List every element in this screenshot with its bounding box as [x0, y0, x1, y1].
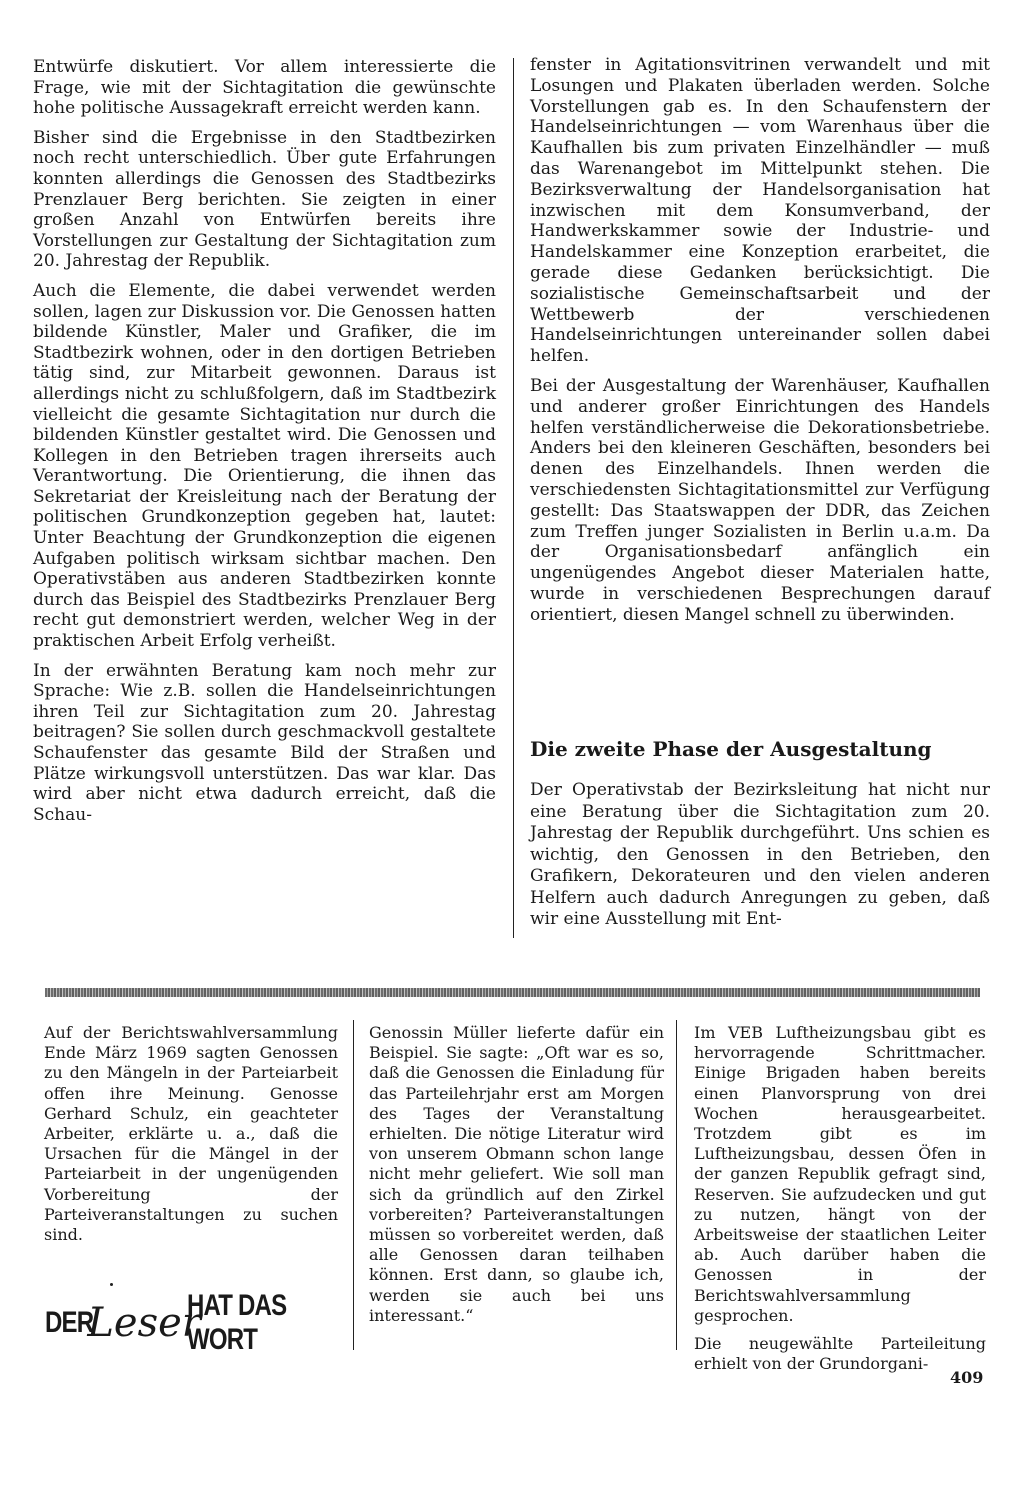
article-column-left	[33, 57, 496, 834]
logo-text-leser: Leser	[87, 1300, 201, 1346]
reader-column-2	[369, 1023, 664, 1334]
leser-hat-das-wort-logo	[45, 1289, 340, 1356]
article-column-right	[530, 55, 990, 635]
column-divider	[353, 1020, 354, 1350]
paragraph: Auf der Berichtswahlversammlung Ende März 1969 sagten Genossen zu den Mängeln in der Parteiarbeit offen ihre Meinung. Genosse Gerhard Schulz, ein geachteter Arbeiter, erklärte u. a., daß die Ursachen für die Mängel in der Parteiarbeit in der ungenügenden Vorbereitung der Parteiveranstaltungen zu suchen sind.	[44, 1023, 338, 1245]
reader-column-1	[44, 1023, 338, 1253]
reader-column-3	[694, 1023, 986, 1382]
paragraph: Auch die Elemente, die dabei verwendet werden sollen, lagen zur Diskussion vor. Die Genossen hatten bildende Künstler, Maler und Grafiker, die im Stadtbezirk wohnen, oder in den dortigen Betrieben tätig sind, zur Mitarbeit gewonnen. Daraus ist allerdings nicht zu schlußfolgern, daß im Stadtbezirk vielleicht die gesamte Sichtagitation nur durch die bildenden Künstler gestaltet wird. Die Genossen und Kollegen in den Betrieben tragen ihrerseits auch Verantwortung. Die Orientierung, die ihnen das Sekretariat der Kreisleitung nach der Beratung der politischen Grundkonzeption gegeben hat, lautet: Unter Beachtung der Grundkonzeption die eigenen Aufgaben politisch wirksam sichtbar machen. Den Operativstäben aus anderen Stadtbezirken konnte durch das Beispiel des Stadtbezirks Prenzlauer Berg recht gut demonstriert werden, welcher Weg in der praktischen Arbeit Erfolg verheißt.	[33, 280, 496, 652]
section-heading: Die zweite Phase der Ausgestaltung	[530, 737, 932, 761]
paragraph: Die neugewählte Parteileitung erhielt von der Grundorgani-	[694, 1334, 986, 1374]
decorative-dot	[110, 1283, 113, 1286]
paragraph: Bisher sind die Ergebnisse in den Stadtbezirken noch recht unterschiedlich. Über gute Erfahrungen konnten allerdings die Genossen des Stadtbezirks Prenzlauer Berg berichten. Sie zeigten in einer großen Anzahl von Entwürfen bereits ihre Vorstellungen zur Gestaltung der Sichtagitation zum 20. Jahrestag der Republik.	[33, 127, 496, 272]
paragraph: Bei der Ausgestaltung der Warenhäuser, Kaufhallen und anderer großer Einrichtungen des Handels helfen verständlicherweise die Dekorationsbetriebe. Anders bei den kleineren Geschäften, besonders bei denen des Einzelhandels. Ihnen werden die verschiedensten Sichtagitationsmittel zur Verfügung gestellt: Das Staatswappen der DDR, das Zeichen zum Treffen junger Sozialisten in Berlin u.a.m. Da der Organisationsbedarf anfänglich ein ungenügendes Angebot dieser Materialen hatte, wurde in verschiedenen Besprechungen darauf orientiert, diesen Mangel schnell zu überwinden.	[530, 375, 990, 625]
column-divider	[513, 58, 514, 938]
article-column-right-continued	[530, 780, 990, 931]
paragraph: Im VEB Luftheizungsbau gibt es hervorragende Schrittmacher. Einige Brigaden haben bereits einen Planvorsprung von drei Wochen herausgearbeitet. Trotzdem gibt es im Luftheizungsbau, dessen Öfen in der ganzen Republik gefragt sind, Reserven. Sie aufzudecken und gut zu nutzen, hängt von der Arbeitsweise der staatlichen Leiter ab. Auch darüber haben die Genossen in der Berichtswahlversammlung gesprochen.	[694, 1023, 986, 1325]
logo-text-der: DER	[45, 1306, 94, 1339]
page-number: 409	[950, 1368, 984, 1387]
paragraph: fenster in Agitationsvitrinen verwandelt und mit Losungen und Plakaten überladen werden. Solche Vorstellungen gab es. In den Schaufenstern der Handelseinrichtungen — vom Warenhaus über die Kaufhallen bis zum privaten Einzelhändler — muß das Warenangebot im Mittelpunkt stehen. Die Bezirksverwaltung der Handelsorganisation hat inzwischen mit dem Konsumverband, der Handwerkskammer sowie der Industrie- und Handelskammer eine Konzeption erarbeitet, die gerade diese Gedanken berücksichtigt. Die sozialistische Gemeinschaftsarbeit und der Wettbewerb der verschiedenen Handelseinrichtungen untereinander sollen dabei helfen.	[530, 55, 990, 367]
paragraph: Genossin Müller lieferte dafür ein Beispiel. Sie sagte: „Oft war es so, daß die Genossen die Einladung für das Parteilehrjahr erst am Morgen des Tages der Veranstaltung erhielten. Die nötige Literatur wird von unserem Obmann schon lange nicht mehr geliefert. Wie soll man sich da gründlich auf den Zirkel vorbereiten? Parteiveranstaltungen müssen so vorbereitet werden, daß alle Genossen daran teilhaben können. Erst dann, so glaube ich, werden sie auch bei uns interessant.“	[369, 1023, 664, 1325]
section-divider	[45, 988, 980, 997]
logo-text-hat-das-wort: HAT DAS WORT	[186, 1289, 287, 1356]
column-divider	[676, 1020, 677, 1350]
paragraph: Entwürfe diskutiert. Vor allem interessierte die Frage, wie mit der Sichtagitation die gewünschte hohe politische Aussagekraft erreicht werden kann.	[33, 57, 496, 119]
paragraph: Der Operativstab der Bezirksleitung hat nicht nur eine Beratung über die Sichtagitation zum 20. Jahrestag der Republik durchgeführt. Uns schien es wichtig, den Genossen in den Betrieben, den Grafikern, Dekorateuren und den vielen anderen Helfern auch dadurch Anregungen zu geben, daß wir eine Ausstellung mit Ent-	[530, 780, 990, 929]
paragraph: In der erwähnten Beratung kam noch mehr zur Sprache: Wie z.B. sollen die Handelseinrichtungen ihren Teil zur Sichtagitation zum 20. Jahrestag beitragen? Sie sollen durch geschmackvoll gestaltete Schaufenster das gesamte Bild der Straßen und Plätze wirkungsvoll unterstützen. Das war klar. Das wird aber nicht etwa dadurch erreicht, daß die Schau-	[33, 660, 496, 825]
